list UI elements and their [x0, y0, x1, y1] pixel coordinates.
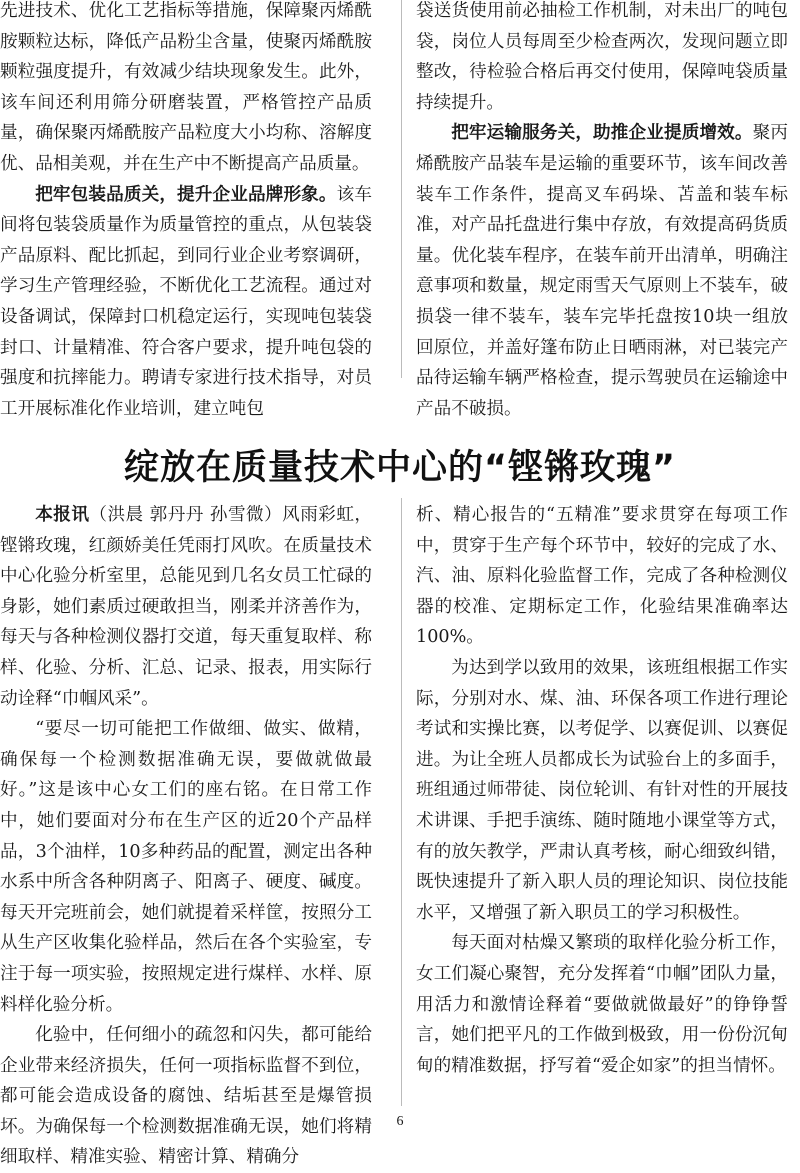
top-article-right-column — [416, 0, 788, 424]
paragraph: 析、精心报告的“五精准”要求贯穿在每项工作中，贯穿于生产每个环节中，较好的完成了水、汽、油、原料化验监督工作，完成了各种检测仪器的校准、定期标定工作，化验结果准确率达100%。 — [416, 505, 788, 648]
paragraph: “要尽一切可能把工作做细、做实、做精，确保每一个检测数据准确无误，要做就做最好。”这是该中心女工们的座右铭。在日常工作中，她们要面对分布在生产区的近20个产品样品，3个油样，10多种药品的配置，测定出各种水系中所含各种阴离子、阳离子、硬度、碱度。每天开完班前会，她们就提着采样筐，按照分工从生产区收集化验样品，然后在各个实验室，专注于每一项实验，按照规定进行煤样、水样、原料样化验分析。 — [0, 719, 372, 1015]
article-headline: 绽放在质量技术中心的“铿锵玫瑰” — [123, 448, 676, 488]
paragraph — [0, 500, 372, 714]
paragraph: 每天面对枯燥又繁琐的取样化验分析工作，女工们凝心聚智，充分发挥着“巾帼”团队力量，用活力和激情诠释着“要做就做最好”的铮铮誓言，她们把平凡的工作做到极致，用一份份沉甸甸的精准数据，抒写着“爱企如家”的担当情怀。 — [416, 933, 788, 1076]
bottom-article-right-column — [416, 500, 788, 1081]
column-divider — [401, 0, 402, 378]
paragraph — [0, 180, 372, 425]
paragraph: 袋送货使用前必抽检工作机制，对未出厂的吨包袋，岗位人员每周至少检查两次，发现问题立即整改，待检验合格后再交付使用，保障吨袋质量持续提升。 — [416, 1, 788, 113]
section-body: 该车间将包装袋质量作为质量管控的重点，从包装袋产品原料、配比抓起，到同行业企业考察调研，学习生产管理经验，不断优化工艺流程。通过对设备调试，保障封口机稳定运行，实现吨包装袋封口、计量精准、符合客户要求，提升吨包袋的强度和抗摔能力。聘请专家进行技术指导，对员工开展标准化作业培训，建立吨包 — [0, 184, 372, 419]
paragraph: 为达到学以致用的效果，该班组根据工作实际，分别对水、煤、油、环保各项工作进行理论考试和实操比赛，以考促学、以赛促训、以赛促进。为让全班人员都成长为试验台上的多面手，班组通过师带徒、岗位轮训、有针对性的开展技术讲课、手把手演练、随时随地小课堂等方式，有的放矢教学，严肃认真考核，耐心细致纠错，既快速提升了新入职人员的理论知识、岗位技能水平，又增强了新入职员工的学习积极性。 — [416, 657, 788, 923]
byline-body: （洪晨 郭丹丹 孙雪微）风雨彩虹，铿锵玫瑰，红颜娇美任凭雨打风吹。在质量技术中心化验分析室里，总能见到几名女员工忙碌的身影，她们素质过硬敢担当，刚柔并济善作为，每天与各种检测仪器打交道，每天重复取样、称样、化验、分析、汇总、记录、报表，用实际行动诠释“巾帼风采”。 — [0, 505, 372, 709]
page-number: 6 — [396, 1114, 404, 1129]
paragraph: 先进技术、优化工艺指标等措施，保障聚丙烯酰胺颗粒达标，降低产品粉尘含量，使聚丙烯酰胺颗粒强度提升，有效减少结块现象发生。此外，该车间还利用筛分研磨装置，严格管控产品质量，确保聚丙烯酰胺产品粒度大小均称、溶解度优、品相美观，并在生产中不断提高产品质量。 — [0, 1, 372, 174]
section-lead: 把牢运输服务关，助推企业提质增效。 — [451, 123, 753, 144]
dateline: 本报讯 — [35, 505, 90, 525]
bottom-article-left-column — [0, 500, 372, 1173]
section-body: 聚丙烯酰胺产品装车是运输的重要环节，该车间改善装车工作条件，提高叉车码垛、苫盖和装车标准，对产品托盘进行集中存放，有效提高码货质量。优化装车程序，在装车前开出清单，明确注意事项和数量，规定雨雪天气原则上不装车，破损袋一律不装车，装车完毕托盘按10块一组放回原位，并盖好篷布防止日晒雨淋，对已装完产品待运输车辆严格检查，提示驾驶员在运输途中产品不破损。 — [416, 123, 788, 419]
paragraph — [416, 118, 788, 424]
top-article-left-column — [0, 0, 372, 424]
paragraph: 化验中，任何细小的疏忽和闪失，都可能给企业带来经济损失，任何一项指标监督不到位，都可能会造成设备的腐蚀、结垢甚至是爆管损坏。为确保每一个检测数据准确无误，她们将精细取样、精准实验、精密计算、精确分 — [0, 1025, 372, 1168]
column-divider — [401, 498, 402, 1106]
section-lead: 把牢包装品质关，提升企业品牌形象。 — [35, 184, 337, 205]
